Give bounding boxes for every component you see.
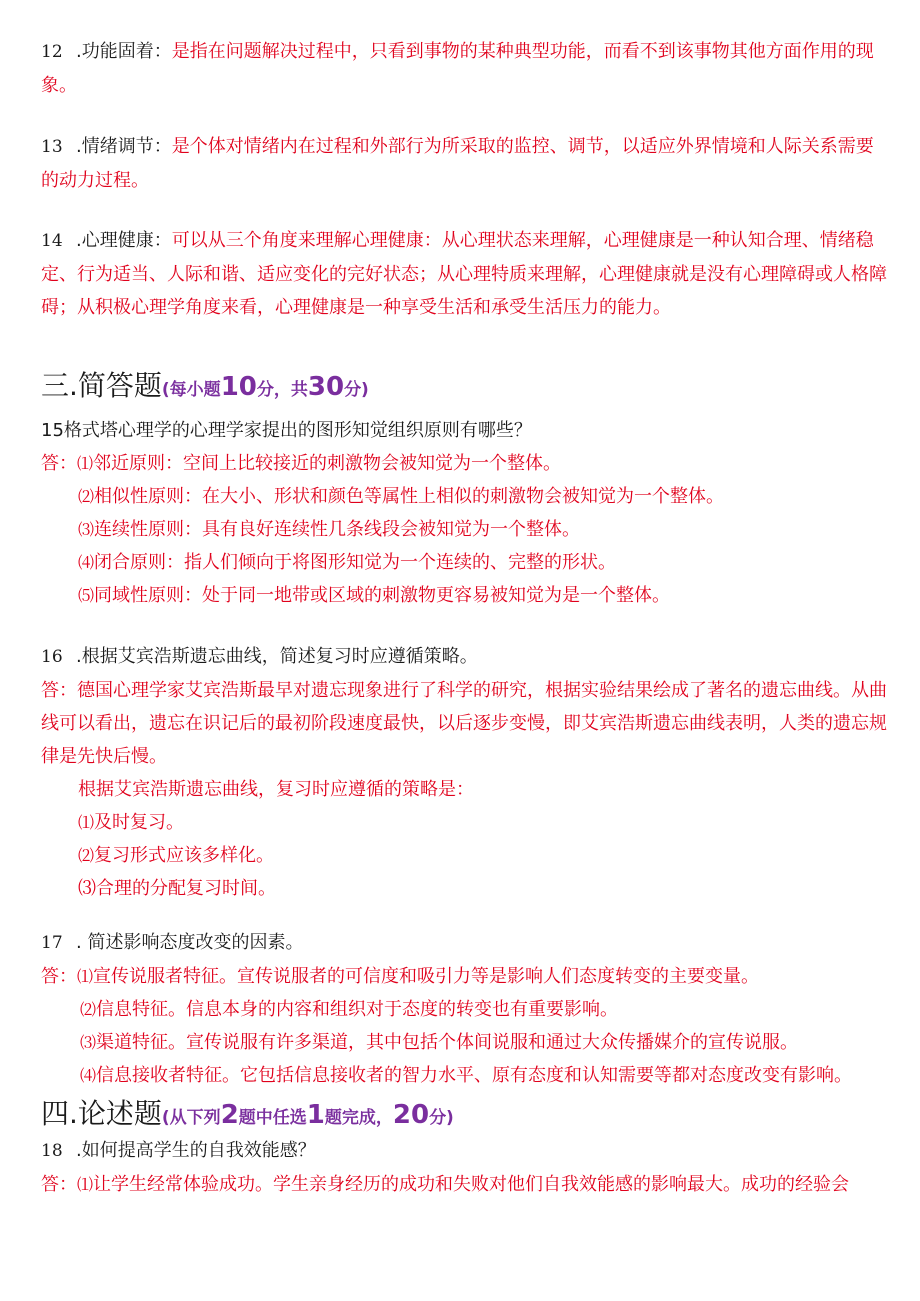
item-number: 12 (41, 42, 63, 62)
item-13-text (41, 130, 891, 197)
item-definition: 是指在问题解决过程中，只看到事物的某种典型功能，而看不到该事物其他方面作用的现象。 (41, 41, 874, 96)
question-17 (41, 926, 891, 1092)
question-text: 18 .如何提高学生的自我效能感？ (41, 1140, 316, 1161)
answer-line: ⑶连续性原则：具有良好连续性几条线段会被知觉为一个整体。 (78, 519, 581, 540)
section-title: 三.简答题 (41, 369, 162, 402)
item-definition: 可以从三个角度来理解心理健康：从心理状态来理解，心理健康是一种认知合理、情绪稳定、行为适当、人际和谐、适应变化的完好状态；从心理特质来理解，心理健康就是没有心理障碍或人格障碍；从积极心理学角度来看，心理健康是一种享受生活和承受生活压力的能力。 (41, 230, 887, 318)
item-term: .功能固着： (76, 41, 172, 62)
section-heading-short-answer (41, 366, 369, 410)
question-text: 16 .根据艾宾浩斯遗忘曲线，简述复习时应遵循策略。 (41, 646, 478, 667)
question-15 (41, 414, 891, 612)
item-14 (41, 224, 891, 324)
item-12 (41, 35, 891, 102)
answer-line: ⑵信息特征。信息本身的内容和组织对于态度的转变也有重要影响。 (80, 999, 619, 1020)
item-number: 13 (41, 137, 63, 157)
item-term: .心理健康： (76, 230, 172, 251)
answer-line: 答：⑴邻近原则：空间上比较接近的刺激物会被知觉为一个整体。 (41, 453, 562, 474)
item-term: .情绪调节： (76, 136, 172, 157)
answer-line: ⑵复习形式应该多样化。 (78, 845, 275, 866)
item-number: 14 (41, 231, 63, 251)
answer-line: ⑶合理的分配复习时间。 (78, 878, 276, 899)
answer-line: ⑷闭合原则：指人们倾向于将图形知觉为一个连续的、完整的形状。 (78, 552, 617, 573)
section-title: 四.论述题 (41, 1097, 162, 1130)
item-definition: 是个体对情绪内在过程和外部行为所采取的监控、调节，以适应外界情境和人际关系需要的动力过程。 (41, 136, 874, 191)
question-16 (41, 640, 891, 905)
answer-lead: 根据艾宾浩斯遗忘曲线，复习时应遵循的策略是： (78, 779, 474, 800)
section-heading-essay (41, 1094, 454, 1138)
answer-line: 答：⑴让学生经常体验成功。学生亲身经历的成功和失败对他们自我效能感的影响最大。成功的经验会 (41, 1174, 850, 1195)
answer-line: 答：⑴宣传说服者特征。宣传说服者的可信度和吸引力等是影响人们态度转变的主要变量。 (41, 966, 760, 987)
section-note: (从下列2题中任选1题完成，20分) (161, 1100, 454, 1130)
answer-line: ⑴及时复习。 (78, 812, 185, 833)
answer-line: ⑷信息接收者特征。它包括信息接收者的智力水平、原有态度和认知需要等都对态度改变有影响。 (80, 1065, 853, 1086)
item-14-text (41, 224, 891, 324)
answer-line: ⑸同域性原则：处于同一地带或区域的刺激物更容易被知觉为是一个整体。 (78, 585, 671, 606)
question-18 (41, 1134, 891, 1201)
answer-line: ⑵相似性原则：在大小、形状和颜色等属性上相似的刺激物会被知觉为一个整体。 (78, 486, 725, 507)
item-13 (41, 130, 891, 197)
answer-line: ⑶渠道特征。宣传说服有许多渠道，其中包括个体间说服和通过大众传播媒介的宣传说服。 (80, 1032, 799, 1053)
answer-paragraph: 答：德国心理学家艾宾浩斯最早对遗忘现象进行了科学的研究，根据实验结果绘成了著名的遗忘曲线。从曲线可以看出，遗忘在识记后的最初阶段速度最快，以后逐步变慢，即艾宾浩斯遗忘曲线表明，人类的遗忘规律是先快后慢。 (41, 680, 887, 767)
question-text: 15格式塔心理学的心理学家提出的图形知觉组织原则有哪些？ (41, 420, 532, 441)
section-note: (每小题10分，共30分) (161, 372, 369, 402)
question-text: 17 . 简述影响态度改变的因素。 (41, 932, 304, 953)
item-12-text (41, 35, 891, 102)
